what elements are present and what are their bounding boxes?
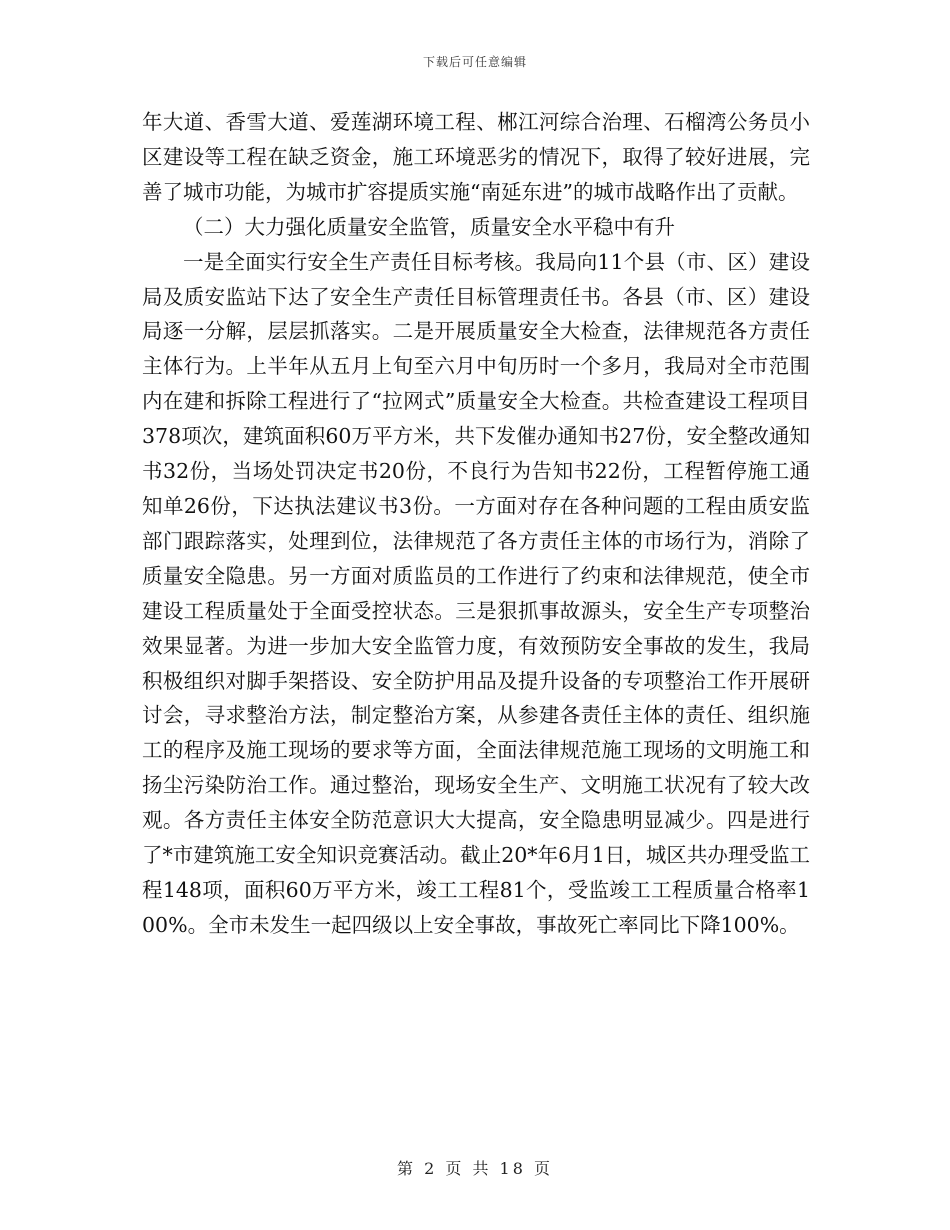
page-footer: 第 2 页 共 18 页 [397, 1159, 553, 1178]
paragraph-continuation: 年大道、香雪大道、爱莲湖环境工程、郴江河综合治理、石榴湾公务员小区建设等工程在缺乏资金，施工环境恶劣的情况下，取得了较好进展，完善了城市功能，为城市扩容提质实施“南延东进”的城市战略作出了贡献。 [142, 110, 810, 204]
document-body [142, 105, 810, 943]
section-heading: （二）大力强化质量安全监管，质量安全水平稳中有升 [183, 214, 675, 239]
page-header: 下载后可任意编辑 [422, 55, 527, 69]
paragraph-main: 一是全面实行安全生产责任目标考核。我局向11个县（市、区）建设局及质安监站下达了安全生产责任目标管理责任书。各县（市、区）建设局逐一分解，层层抓落实。二是开展质量安全大检查，法律规范各方责任主体行为。上半年从五月上旬至六月中旬历时一个多月，我局对全市范围内在建和拆除工程进行了“拉网式”质量安全大检查。共检查建设工程项目378项次，建筑面积60万平方米，共下发催办通知书27份，安全整改通知书32份，当场处罚决定书20份，不良行为告知书22份，工程暂停施工通知单26份，下达执法建议书3份。一方面对存在各种问题的工程由质安监部门跟踪落实，处理到位，法律规范了各方责任主体的市场行为，消除了质量安全隐患。另一方面对质监员的工作进行了约束和法律规范，使全市建设工程质量处于全面受控状态。三是狠抓事故源头，安全生产专项整治效果显著。为进一步加大安全监管力度，有效预防安全事故的发生，我局积极组织对脚手架搭设、安全防护用品及提升设备的专项整治工作开展研讨会，寻求整治方法，制定整治方案，从参建各责任主体的责任、组织施工的程序及施工现场的要求等方面，全面法律规范施工现场的文明施工和扬尘污染防治工作。通过整治，现场安全生产、文明施工状况有了较大改观。各方责任主体安全防范意识大大提高，安全隐患明显减少。四是进行了*市建筑施工安全知识竞赛活动。截止20*年6月1日，城区共办理受监工程148项，面积60万平方米，竣工工程81个，受监竣工工程质量合格率100%。全市未发生一起四级以上安全事故，事故死亡率同比下降100%。 [142, 249, 810, 937]
